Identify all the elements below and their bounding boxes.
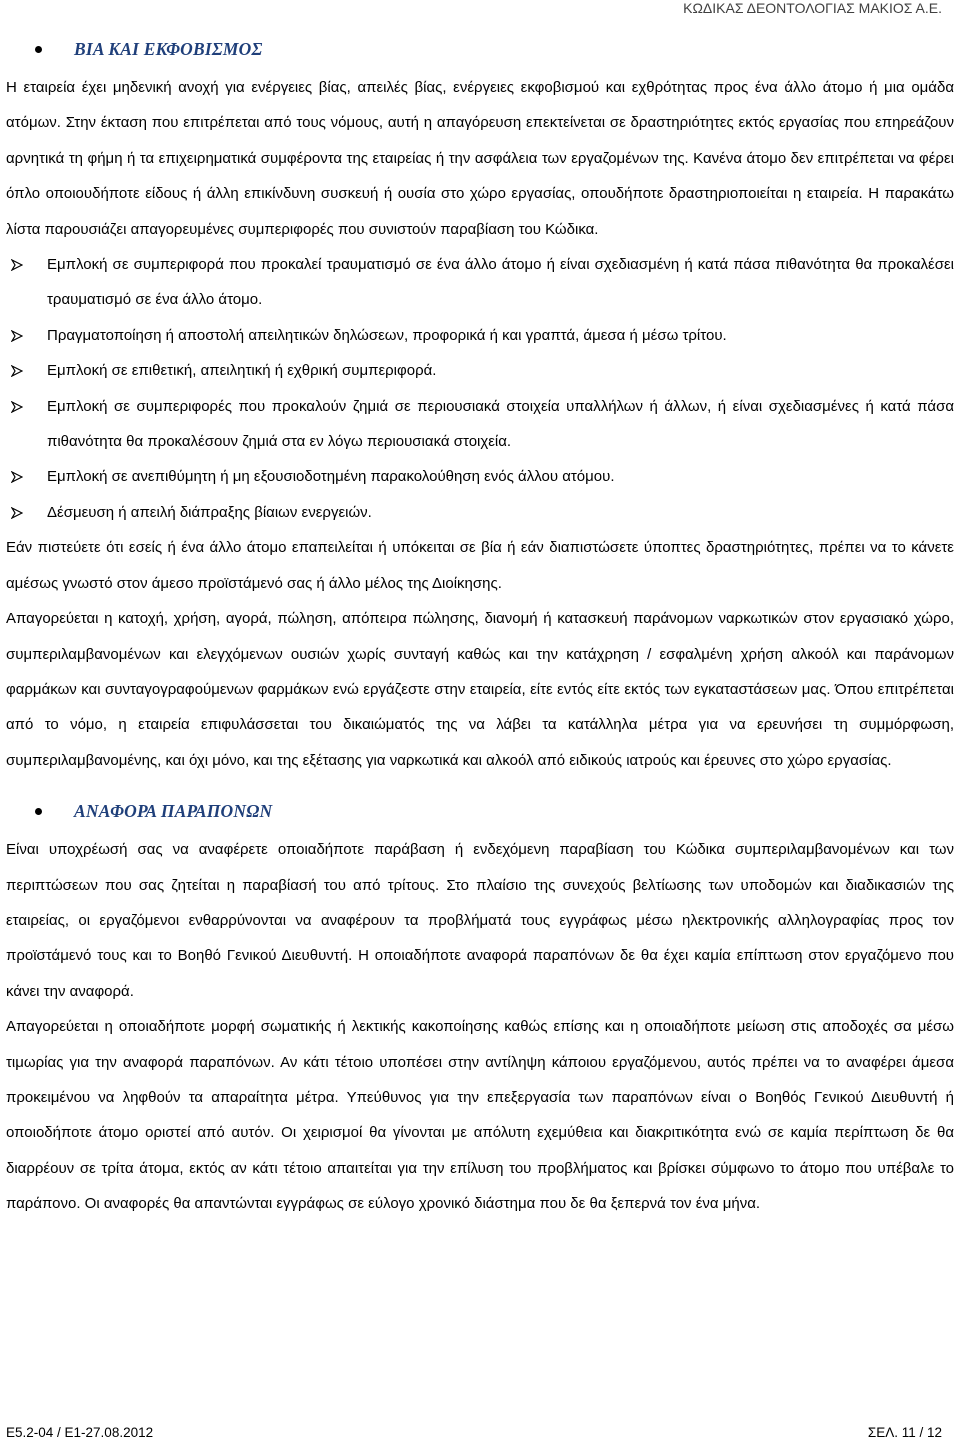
- complaints-handling-paragraph: Απαγορεύεται η οποιαδήποτε μορφή σωματικής ή λεκτικής κακοποίησης καθώς επίσης και η οποιαδήποτε μείωση στις αποδοχές σα μέσω τιμωρίας για την αναφορά παραπόνων. Αν κάτι τέτοιο υποπέσει στην αντίληψη κάποιου εργαζόμενου, αυτός πρέπει να το αναφέρει άμεσα προκειμένου να ληφθούν τα απαραίτητα μέτρα. Υπεύθυνος για την επεξεργασία των παραπόνων είναι ο Βοηθός Γενικού Διευθυντή ή οποιοδήποτε άτομο οριστεί από αυτόν. Οι χειρισμοί θα γίνονται με απόλυτη εχεμύθεια και διακριτικότητα ενώ σε καμία περίπτωση δε θα διαρρέουν σε τρίτα άτομα, εκτός αν κάτι τέτοιο απαιτείται για την επίλυση του προβλήματος και βρίσκει σύμφωνο το άτομο που υπέβαλε το παράπονο. Οι αναφορές θα απαντώνται εγγράφως σε εύλογο χρονικό διάστημα που δε θα ξεπερνά τον ένα μήνα.: [6, 1018, 954, 1213]
- list-item: [6, 247, 954, 318]
- footer-divider: [6, 1420, 948, 1421]
- list-item-text: Εμπλοκή σε συμπεριφορά που προκαλεί τραυματισμό σε ένα άλλο άτομο ή είναι σχεδιασμένη ή κατά πάσα πιθανότητα θα προκαλέσει τραυματισμό σε ένα άλλο άτομο.: [47, 256, 954, 309]
- list-item: [6, 318, 954, 353]
- violence-intro-paragraph: Η εταιρεία έχει μηδενική ανοχή για ενέργειες βίας, απειλές βίας, ενέργειες εκφοβισμού και εχθρότητας προς ένα άλλο άτομο ή μια ομάδα ατόμων. Στην έκταση που επιτρέπεται από τους νόμους, αυτή η απαγόρευση επεκτείνεται σε δραστηριότητες εκτός εργασίας που επηρεάζουν αρνητικά τη φήμη ή τα επιχειρηματικά συμφέροντα της εταιρείας ή την ασφάλεια των εργαζομένων της. Κανένα άτομο δεν επιτρέπεται να φέρει όπλο οποιουδήποτε είδους ή άλλη επικίνδυνη συσκευή ή ουσία στο χώρο εργασίας, οπουδήποτε δραστηριοποιείται η εταιρεία. Η παρακάτω λίστα παρουσιάζει απαγορευμένες συμπεριφορές που συνιστούν παραβίαση του Κώδικα.: [6, 79, 954, 238]
- header-document-title: ΚΩΔΙΚΑΣ ΔΕΟΝΤΟΛΟΓΙΑΣ ΜΑΚΙΟΣ Α.Ε.: [683, 0, 942, 16]
- list-item: [6, 353, 954, 388]
- arrow-bullet-icon: [11, 259, 23, 271]
- list-item-text: Δέσμευση ή απειλή διάπραξης βίαιων ενεργειών.: [47, 503, 372, 521]
- arrow-bullet-icon: [11, 401, 23, 413]
- suspicion-report-paragraph: Εάν πιστεύετε ότι εσείς ή ένα άλλο άτομο επαπειλείται ή υπόκειται σε βία ή εάν διαπιστώσετε ύποπτες δραστηριότητες, πρέπει να το κάνετε αμέσως γνωστό στον άμεσο προϊστάμενό σας ή άλλο μέλος της Διοίκησης.: [6, 539, 954, 592]
- list-item: [6, 389, 954, 460]
- list-item-text: Εμπλοκή σε επιθετική, απειλητική ή εχθρική συμπεριφορά.: [47, 362, 437, 380]
- list-item-text: Εμπλοκή σε ανεπιθύμητη ή μη εξουσιοδοτημένη παρακολούθηση ενός άλλου ατόμου.: [47, 468, 615, 486]
- footer-page-number: ΣΕΛ. 11 / 12: [867, 1425, 942, 1440]
- section-spacer: [6, 778, 954, 796]
- list-item-text: Εμπλοκή σε συμπεριφορές που προκαλούν ζημιά σε περιουσιακά στοιχεία υπαλλήλων ή άλλων, ή είναι σχεδιασμένες ή κατά πάσα πιθανότητα θα προκαλέσουν ζημιά στα εν λόγω περιουσιακά στοιχεία.: [47, 397, 954, 451]
- section-title: ΒΙΑ ΚΑΙ ΕΚΦΟΒΙΣΜΟΣ: [74, 38, 263, 59]
- list-item: [6, 495, 954, 530]
- prohibited-behaviors-list: [6, 247, 954, 530]
- drugs-alcohol-paragraph: Απαγορεύεται η κατοχή, χρήση, αγορά, πώληση, απόπειρα πώλησης, διανομή ή κατασκευή παράνομων ναρκωτικών στον εργασιακό χώρο, συμπεριλαμβανομένων και ελεγχόμενων ουσιών χωρίς συνταγή καθώς και την κατάχρηση / εσφαλμένη χρήση αλκοόλ και παράνομων φαρμάκων και συνταγογραφούμενων φαρμάκων ενώ εργάζεστε στην εταιρεία, είτε εντός είτε εκτός των εγκαταστάσεων μας. Όπου επιτρέπεται από το νόμο, η εταιρεία επιφυλάσσεται του δικαιώματός της να λάβει τα κατάλληλα μέτρα για να ερευνήσει τη συμμόρφωση, συμπεριλαμβανομένης, και όχι μόνο, και της εξέτασης για ναρκωτικά και αλκοόλ από ειδικούς ιατρούς και έρευνες στο χώρο εργασίας.: [6, 610, 954, 769]
- arrow-bullet-icon: [11, 365, 23, 377]
- list-item-text: Πραγματοποίηση ή αποστολή απειλητικών δηλώσεων, προφορικά ή και γραπτά, άμεσα ή μέσω τρίτου.: [47, 326, 727, 344]
- page-body: [6, 34, 954, 1222]
- bullet-dot-icon: [35, 46, 42, 53]
- footer-document-code: Ε5.2-04 / Ε1-27.08.2012: [6, 1425, 154, 1440]
- bullet-dot-icon: [35, 808, 42, 815]
- complaints-obligation-paragraph: Είναι υποχρέωσή σας να αναφέρετε οποιαδήποτε παράβαση ή ενδεχόμενη παραβίαση του Κώδικα συμπεριλαμβανομένων και των περιπτώσεων που σας ζητείται η παραβίασή του από τρίτους. Στο πλαίσιο της συνεχούς βελτίωσης των υποδομών και διαδικασιών της εταιρείας, οι εργαζόμενοι ενθαρρύνονται να αναφέρουν τα προβλήματά τους εγγράφως μέσω ηλεκτρονικής αλληλογραφίας προς τον προϊστάμενό τους και το Βοηθό Γενικού Διευθυντή. Η οποιαδήποτε αναφορά παραπόνων δε θα έχει καμία επίπτωση στον εργαζόμενο που κάνει την αναφορά.: [6, 841, 954, 1000]
- section-heading-violence: [6, 34, 954, 64]
- section-title: ΑΝΑΦΟΡΑ ΠΑΡΑΠΟΝΩΝ: [74, 800, 273, 821]
- section-heading-complaints: [6, 796, 954, 826]
- arrow-bullet-icon: [11, 471, 23, 483]
- arrow-bullet-icon: [11, 507, 23, 519]
- list-item: [6, 459, 954, 494]
- arrow-bullet-icon: [11, 330, 23, 342]
